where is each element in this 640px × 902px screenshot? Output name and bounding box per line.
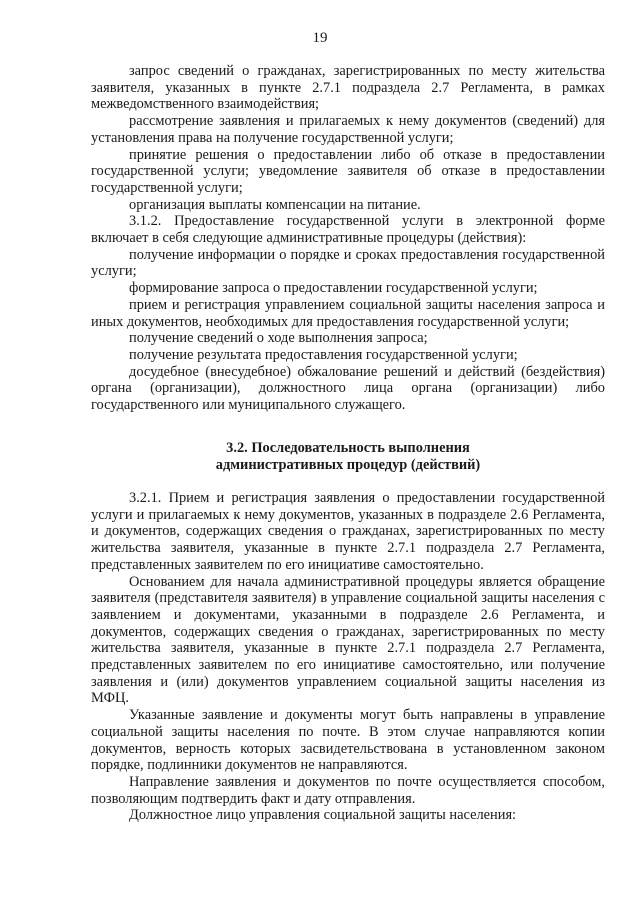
paragraph: запрос сведений о гражданах, зарегистрированных по месту жительства заявителя, указанных в пункте 2.7.1 подраздела 2.7 Регламента, в рамках межведомственного взаимодействия;: [91, 63, 605, 113]
heading-line-1: 3.2. Последовательность выполнения: [226, 440, 470, 456]
paragraph: прием и регистрация управлением социальной защиты населения запроса и иных документов, необходимых для предоставления государственной услуги;: [91, 296, 605, 330]
paragraph: получение информации о порядке и сроках предоставления государственной услуги;: [91, 246, 605, 280]
paragraph: Основанием для начала административной процедуры является обращение заявителя (представителя заявителя) в управление социальной защиты населения с заявлением и документами, указанными в подразделе 2.6 Регламента, и документов, содержащих сведения о гражданах, зарегистрированных по месту жительства заявителя, указанные в пункте 2.7.1 подраздела 2.7 Регламента, представленных заявителем по его инициативе самостоятельно, или получение заявления и (или) документов управлением социальной защиты населения из МФЦ.: [91, 573, 605, 707]
paragraph: получение результата предоставления государственной услуги;: [129, 346, 518, 363]
page-number: 19: [312, 30, 328, 46]
procedures-list: [91, 63, 605, 414]
section-body: [91, 490, 605, 824]
section-heading: [91, 440, 605, 473]
paragraph: 3.2.1. Прием и регистрация заявления о предоставлении государственной услуги и прилагаемых к нему документов, указанных в подразделе 2.6 Регламента, и документов, содержащих сведения о гражданах, зарегистрированных по месту жительства заявителя, указанные в пункте 2.7.1 подраздела 2.7 Регламента, представленных заявителем по его инициативе самостоятельно.: [91, 490, 605, 573]
paragraph: Должностное лицо управления социальной защиты населения:: [129, 807, 517, 824]
paragraph: 3.1.2. Предоставление государственной услуги в электронной форме включает в себя следующие административные процедуры (действия):: [91, 213, 605, 247]
heading-line-2: административных процедур (действий): [215, 456, 481, 473]
paragraph: принятие решения о предоставлении либо об отказе в предоставлении государственной услуги; уведомление заявителя об отказе в предоставлении государственной услуги;: [91, 146, 605, 196]
paragraph: формирование запроса о предоставлении государственной услуги;: [129, 280, 538, 297]
paragraph: Направление заявления и документов по почте осуществляется способом, позволяющим подтвердить факт и дату отправления.: [91, 773, 605, 807]
paragraph: рассмотрение заявления и прилагаемых к нему документов (сведений) для установления права на получение государственной услуги;: [91, 113, 605, 146]
paragraph: получение сведений о ходе выполнения запроса;: [129, 330, 428, 347]
paragraph: Указанные заявление и документы могут быть направлены в управление социальной защиты населения по почте. В этом случае направляются копии документов, верность которых засвидетельствована в установленном законом порядке, подлинники документов не направляются.: [91, 707, 605, 774]
paragraph: организация выплаты компенсации на питание.: [129, 196, 421, 213]
paragraph: досудебное (внесудебное) обжалование решений и действий (бездействия) органа (организации), должностного лица органа (организации) либо государственного или муниципального служащего.: [91, 363, 605, 414]
